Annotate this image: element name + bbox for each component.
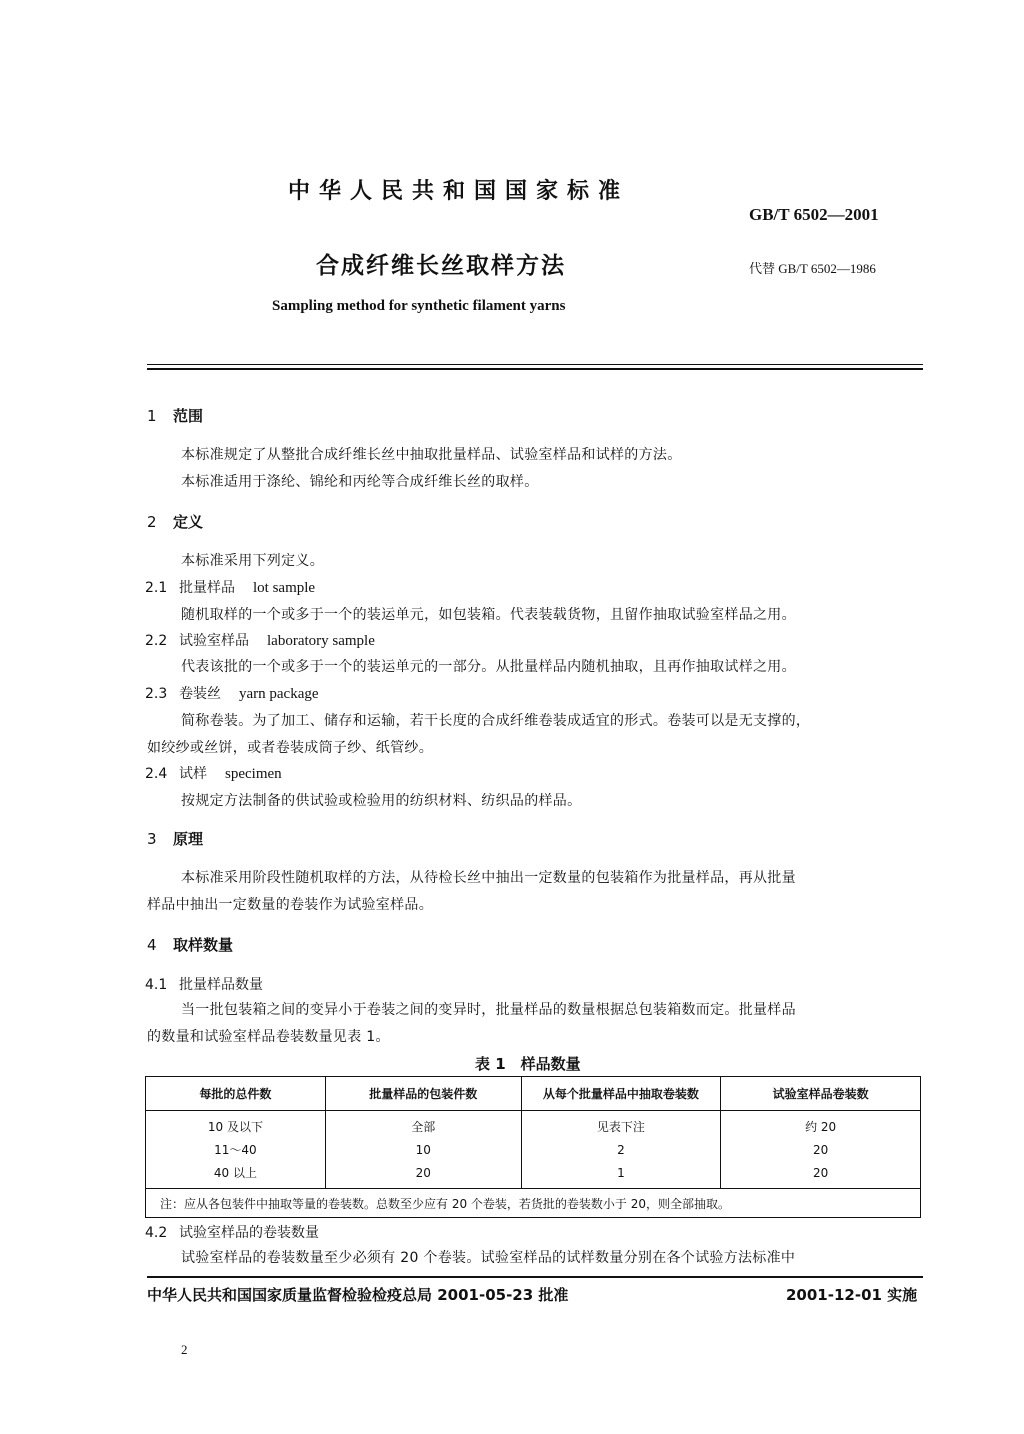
section-number: 3 (147, 830, 157, 848)
definition-number: 2.1 (145, 580, 168, 596)
table-cell: 11～40 (146, 1138, 326, 1161)
table-cell: 40 以上 (146, 1161, 326, 1189)
subsection-title: 批量样品数量 (179, 977, 263, 993)
table-cell: 全部 (325, 1111, 521, 1139)
table-row (146, 1111, 921, 1139)
paragraph: 按规定方法制备的供试验或检验用的纺织材料、纺织品的样品。 (181, 793, 582, 809)
definition-number: 2.4 (145, 766, 168, 782)
section-title: 定义 (173, 513, 204, 531)
column-header: 批量样品的包装件数 (325, 1077, 521, 1111)
definition-term-cn: 批量样品 (179, 580, 235, 596)
approval-statement: 中华人民共和国国家质量监督检验检疫总局 2001-05-23 批准 (147, 1286, 569, 1304)
table-note-row (146, 1189, 921, 1218)
header-divider-thick (147, 368, 923, 370)
definition-number: 2.2 (145, 633, 168, 649)
column-header: 从每个批量样品中抽取卷装数 (521, 1077, 721, 1111)
definition-2-1 (145, 577, 315, 597)
table-cell: 2 (521, 1138, 721, 1161)
standard-title: 中华人民共和国国家标准 (288, 179, 630, 204)
section-title: 范围 (173, 407, 204, 425)
page-number: 2 (181, 1342, 188, 1357)
table-cell: 10 及以下 (146, 1111, 326, 1139)
definition-2-2 (145, 630, 375, 650)
paragraph: 如绞纱或丝饼，或者卷装成筒子纱、纸管纱。 (147, 740, 433, 756)
section-2-heading (147, 511, 203, 532)
paragraph: 本标准适用于涤纶、锦纶和丙纶等合成纤维长丝的取样。 (181, 474, 539, 490)
definition-number: 2.3 (145, 686, 168, 702)
section-number: 4 (147, 936, 157, 954)
definition-term-cn: 试验室样品 (179, 633, 249, 649)
definition-term-en: yarn package (239, 686, 319, 702)
document-title-en: Sampling method for synthetic filament yarns (272, 298, 566, 314)
table-header-row (146, 1077, 921, 1111)
paragraph: 样品中抽出一定数量的卷装作为试验室样品。 (147, 897, 433, 913)
definition-term-en: lot sample (253, 580, 316, 596)
definition-2-3 (145, 683, 319, 703)
table-cell: 20 (721, 1161, 921, 1189)
section-3-heading (147, 828, 203, 849)
column-header: 每批的总件数 (146, 1077, 326, 1111)
definition-term-cn: 卷装丝 (179, 686, 221, 702)
table-cell: 10 (325, 1138, 521, 1161)
document-title-cn: 合成纤维长丝取样方法 (316, 253, 566, 279)
section-4-heading (147, 934, 233, 955)
sample-quantity-table (145, 1076, 921, 1218)
definition-term-en: laboratory sample (267, 633, 375, 649)
paragraph: 代表该批的一个或多于一个的装运单元的一部分。从批量样品内随机抽取，且再作抽取试样之用。 (181, 659, 796, 675)
table-cell: 约 20 (721, 1111, 921, 1139)
section-1-heading (147, 405, 203, 426)
subsection-4-2 (145, 1222, 319, 1242)
section-number: 1 (147, 407, 157, 425)
table-note: 注：应从各包装件中抽取等量的卷装数。总数至少应有 20 个卷装，若货批的卷装数小于 20，则全部抽取。 (146, 1189, 921, 1218)
column-header: 试验室样品卷装数 (721, 1077, 921, 1111)
table-row (146, 1161, 921, 1189)
paragraph: 本标准规定了从整批合成纤维长丝中抽取批量样品、试验室样品和试样的方法。 (181, 447, 682, 463)
subsection-4-1 (145, 974, 263, 994)
definition-2-4 (145, 763, 282, 783)
definition-term-cn: 试样 (179, 766, 207, 782)
table-cell: 20 (721, 1138, 921, 1161)
paragraph: 本标准采用阶段性随机取样的方法，从待检长丝中抽出一定数量的包装箱作为批量样品，再从批量 (181, 870, 796, 886)
table-row (146, 1138, 921, 1161)
subsection-title: 试验室样品的卷装数量 (179, 1225, 319, 1241)
replaces-standard: 代替 GB/T 6502—1986 (749, 261, 876, 276)
section-title: 原理 (173, 830, 204, 848)
section-title: 取样数量 (173, 936, 234, 954)
paragraph: 试验室样品的卷装数量至少必须有 20 个卷装。试验室样品的试样数量分别在各个试验方法标准中 (181, 1250, 796, 1266)
subsection-number: 4.1 (145, 977, 168, 993)
definition-term-en: specimen (225, 766, 282, 782)
paragraph: 本标准采用下列定义。 (181, 553, 324, 569)
footer-divider (147, 1276, 923, 1278)
implementation-date: 2001-12-01 实施 (786, 1286, 918, 1304)
table-caption: 表 1 样品数量 (475, 1055, 581, 1073)
paragraph: 简称卷装。为了加工、储存和运输，若干长度的合成纤维卷装成适宜的形式。卷装可以是无支撑的， (181, 713, 811, 729)
section-number: 2 (147, 513, 157, 531)
paragraph: 当一批包装箱之间的变异小于卷装之间的变异时，批量样品的数量根据总包装箱数而定。批量样品 (181, 1002, 796, 1018)
standard-code: GB/T 6502—2001 (749, 205, 879, 224)
paragraph: 的数量和试验室样品卷装数量见表 1。 (147, 1029, 390, 1045)
table-cell: 见表下注 (521, 1111, 721, 1139)
subsection-number: 4.2 (145, 1225, 168, 1241)
table-cell: 20 (325, 1161, 521, 1189)
table-cell: 1 (521, 1161, 721, 1189)
header-divider (147, 364, 923, 365)
paragraph: 随机取样的一个或多于一个的装运单元，如包装箱。代表装载货物，且留作抽取试验室样品之用。 (181, 607, 796, 623)
